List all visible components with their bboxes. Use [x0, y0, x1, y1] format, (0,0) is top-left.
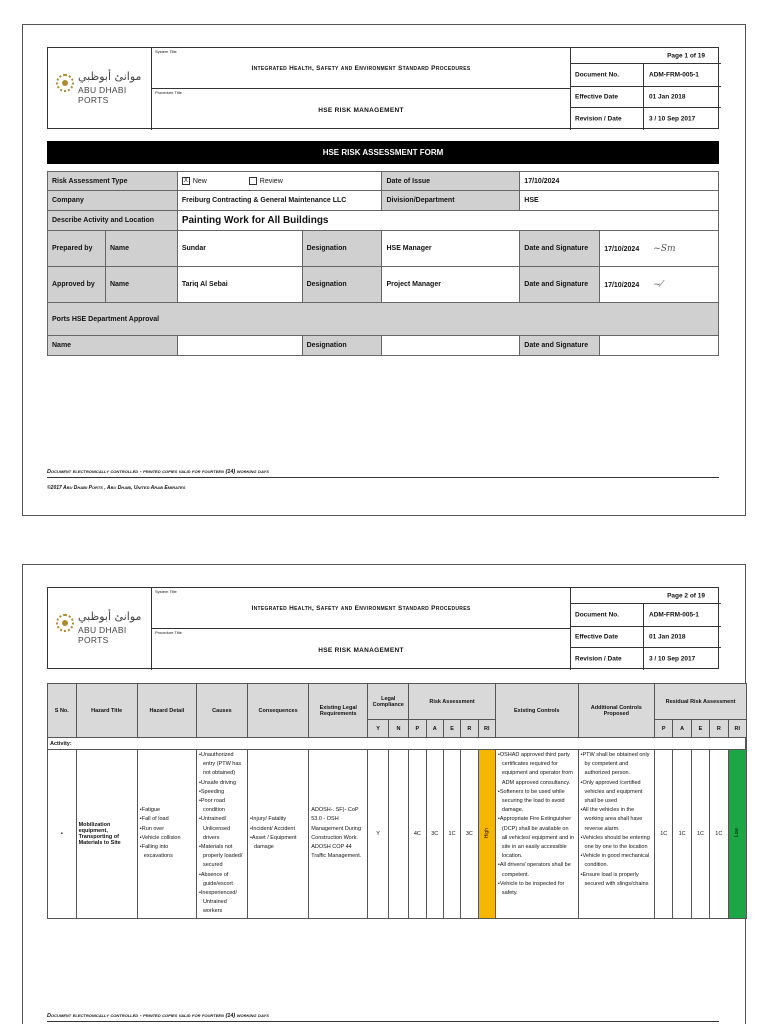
row-hazard-detail	[140, 806, 194, 861]
row-res-ri-cell	[728, 750, 747, 919]
col-residual: Residual Risk Assessment	[655, 684, 747, 720]
col-n: N	[388, 720, 408, 738]
list-item: • Vehicles should be entering one by one to the location	[581, 834, 653, 852]
row-res-e: 1C	[691, 750, 709, 919]
list-item: • Injury/ Fatality	[250, 815, 306, 824]
list-item: • All drivers/ operators shall be competent.	[498, 861, 576, 879]
activity-row-label: Activity:	[48, 738, 747, 750]
row-res-a: 1C	[673, 750, 691, 919]
list-item: • Vehicle to be inspected for safety.	[498, 880, 576, 898]
footer-controlled-notice: Document electronically controlled - printed copies valid for fourteen (14) working days	[47, 469, 719, 478]
logo-sun-icon	[56, 74, 74, 92]
row-additional-controls	[581, 751, 653, 889]
col-hazard-detail: Hazard Detail	[137, 684, 196, 738]
new-label: New	[192, 177, 207, 185]
col-ri: RI	[478, 720, 495, 738]
list-item: • Untrained/ Unlicensed drivers	[199, 815, 245, 843]
revision-label: Revision / Date	[575, 115, 622, 123]
list-item: • Materials not properly loaded/ secured	[199, 843, 245, 871]
col-consequences: Consequences	[247, 684, 308, 738]
row-hazard-title: Mobilization equipment, Transporting of Materials to Site	[76, 750, 137, 919]
col-res-p: P	[655, 720, 673, 738]
list-item: • Only approved /certified vehicles and equipment shall be used	[581, 779, 653, 807]
effective-date: 01 Jan 2018	[649, 633, 686, 641]
revision: 3 / 10 Sep 2017	[649, 655, 696, 663]
prepared-name-label: Name	[105, 231, 177, 267]
prepared-designation-label: Designation	[302, 231, 382, 267]
ports-name-value[interactable]	[177, 336, 302, 356]
company-logo	[48, 48, 152, 130]
date-of-issue: 17/10/2024	[520, 172, 719, 191]
col-res-ri: RI	[728, 720, 747, 738]
approved-designation-label: Designation	[302, 267, 382, 303]
document-no: ADM-FRM-005-1	[649, 71, 699, 79]
company-value: Freiburg Contracting & General Maintenance LLC	[177, 191, 382, 211]
col-res-r: R	[710, 720, 728, 738]
col-e: E	[443, 720, 460, 738]
col-existing-controls: Existing Controls	[495, 684, 578, 738]
col-legal: Existing Legal Requirements	[309, 684, 368, 738]
col-causes: Causes	[196, 684, 247, 738]
revision-label: Revision / Date	[575, 655, 622, 663]
list-item: • All the vehicles in the working area shall have reverse alarm.	[581, 806, 653, 834]
prepared-designation: HSE Manager	[382, 231, 520, 267]
company-label: Company	[48, 191, 178, 211]
approved-by-label: Approved by	[48, 267, 106, 303]
form-title: HSE RISK ASSESSMENT FORM	[47, 141, 719, 164]
row-sno: •	[48, 750, 77, 919]
document-no-label: Document No.	[575, 611, 620, 619]
list-item: • Softeners to be used while securing the load to avoid damage.	[498, 788, 576, 816]
col-r: R	[461, 720, 478, 738]
document-header	[47, 47, 719, 129]
document-no: ADM-FRM-005-1	[649, 611, 699, 619]
col-hazard-title: Hazard Title	[76, 684, 137, 738]
prepared-date-sig-label: Date and Signature	[520, 231, 600, 267]
procedure-title-label: Procedure Title	[155, 630, 182, 635]
approved-designation: Project Manager	[382, 267, 520, 303]
revision: 3 / 10 Sep 2017	[649, 115, 696, 123]
review-label: Review	[259, 177, 283, 185]
document-no-label: Document No.	[575, 71, 620, 79]
activity-value: Painting Work for All Buildings	[177, 211, 718, 231]
col-p: P	[409, 720, 426, 738]
logo-english-text: ABU DHABI PORTS	[78, 85, 127, 105]
prepared-signature-icon: ~Sm	[653, 243, 676, 254]
logo-arabic-text: موانئ أبوظبي	[78, 70, 142, 83]
logo-english-text: ABU DHABI PORTS	[78, 625, 127, 645]
row-n	[388, 750, 408, 919]
col-y: Y	[368, 720, 388, 738]
list-item: • Asset / Equipment damage	[250, 834, 306, 852]
list-item: • Absence of guide/escort	[199, 871, 245, 889]
row-existing-controls	[498, 751, 576, 898]
footer-controlled-notice: Document electronically controlled - printed copies valid for fourteen (14) working days	[47, 1013, 719, 1022]
row-consequences	[250, 815, 306, 852]
prepared-date: 17/10/2024	[604, 245, 640, 253]
row-e: 1C	[443, 750, 460, 919]
document-header	[47, 587, 719, 669]
effective-date-label: Effective Date	[575, 93, 618, 101]
list-item: • Ensure load is properly secured with slings/chains	[581, 871, 653, 889]
row-ri: High	[483, 827, 490, 838]
ports-designation-label: Designation	[302, 336, 382, 356]
system-title: Integrated Health, Safety and Environment Standard Procedures	[251, 605, 471, 612]
list-item: • Fatigue	[140, 806, 194, 815]
ports-date-sig-value[interactable]	[600, 336, 719, 356]
approved-date-sig-label: Date and Signature	[520, 267, 600, 303]
approved-signature-icon: ∼⁄	[653, 279, 663, 290]
row-a: 3C	[426, 750, 443, 919]
col-compliance: Legal Compliance	[368, 684, 409, 720]
risk-type-label: Risk Assessment Type	[48, 172, 178, 191]
col-risk: Risk Assessment	[409, 684, 496, 720]
footer-copyright: ©2017 Abu Dhabi Ports , Abu Dhabi, United Arab Emirates	[47, 485, 186, 491]
list-item: • Unsafe driving	[199, 779, 245, 788]
system-title: Integrated Health, Safety and Environment Standard Procedures	[251, 65, 471, 72]
approved-date: 17/10/2024	[604, 281, 640, 289]
document-page-2	[22, 564, 746, 1024]
col-a: A	[426, 720, 443, 738]
row-r: 3C	[461, 750, 478, 919]
list-item: • Unauthorized entry (PTW has not obtained)	[199, 751, 245, 779]
list-item: • Vehicle in good mechanical condition.	[581, 852, 653, 870]
effective-date-label: Effective Date	[575, 633, 618, 641]
procedure-title: HSE RISK MANAGEMENT	[318, 107, 404, 114]
row-causes	[199, 751, 245, 917]
activity-label: Describe Activity and Location	[48, 211, 178, 231]
col-res-e: E	[691, 720, 709, 738]
table-row	[48, 750, 747, 919]
list-item: • Fall of load	[140, 815, 194, 824]
prepared-name: Sundar	[177, 231, 302, 267]
approved-name: Tariq Al Sebai	[177, 267, 302, 303]
page-number: Page 1 of 19	[667, 52, 705, 59]
system-title-label: System Title	[155, 589, 177, 594]
ports-date-sig-label: Date and Signature	[520, 336, 600, 356]
system-title-label: System Title	[155, 49, 177, 54]
list-item: • Appropriate Fire Extinguisher (DCP) shall be available on all vehicles/ equipment and in site in an easily accessible location.	[498, 815, 576, 861]
col-sno: S No.	[48, 684, 77, 738]
list-item: • PTW shall be obtained only by competent and authorized person.	[581, 751, 653, 779]
effective-date: 01 Jan 2018	[649, 93, 686, 101]
row-res-ri: Low	[734, 828, 741, 838]
new-checkbox[interactable]: X	[183, 178, 188, 184]
row-res-r: 1C	[710, 750, 728, 919]
division-value: HSE	[520, 191, 719, 211]
list-item: • Speeding	[199, 788, 245, 797]
row-p: 4C	[409, 750, 426, 919]
list-item: • Inexperienced/ Untrained workers	[199, 889, 245, 917]
list-item: • Run over	[140, 825, 194, 834]
date-of-issue-label: Date of Issue	[382, 172, 520, 191]
list-item: • Falling into excavations	[140, 843, 194, 861]
procedure-title-label: Procedure Title	[155, 90, 182, 95]
risk-assessment-form	[47, 171, 719, 356]
review-checkbox[interactable]	[249, 177, 257, 185]
ports-designation-value[interactable]	[382, 336, 520, 356]
row-ri-cell	[478, 750, 495, 919]
risk-assessment-table	[47, 683, 747, 919]
col-res-a: A	[673, 720, 691, 738]
ports-approval-label: Ports HSE Department Approval	[48, 303, 719, 336]
company-logo	[48, 588, 152, 670]
page-number: Page 2 of 19	[667, 592, 705, 599]
list-item: • Vehicle collision	[140, 834, 194, 843]
col-additional-controls: Additional Controls Proposed	[578, 684, 655, 738]
procedure-title: HSE RISK MANAGEMENT	[318, 647, 404, 654]
list-item: • Incident/ Accident	[250, 825, 306, 834]
prepared-by-label: Prepared by	[48, 231, 106, 267]
approved-name-label: Name	[105, 267, 177, 303]
row-res-p: 1C	[655, 750, 673, 919]
document-page-1	[22, 24, 746, 516]
row-y: Y	[368, 750, 388, 919]
list-item: • Poor road condition	[199, 797, 245, 815]
logo-sun-icon	[56, 614, 74, 632]
row-legal: ADOSH-. SF)- CoP 53.0 - OSH Management During Construction Work. ADOSH COP 44 Traffic Management.	[309, 750, 368, 919]
list-item: • OSHAD approved third party certificates required for equipment and operator from ADM approved consultancy.	[498, 751, 576, 788]
division-label: Division/Department	[382, 191, 520, 211]
logo-arabic-text: موانئ أبوظبي	[78, 610, 142, 623]
ports-name-label: Name	[48, 336, 178, 356]
